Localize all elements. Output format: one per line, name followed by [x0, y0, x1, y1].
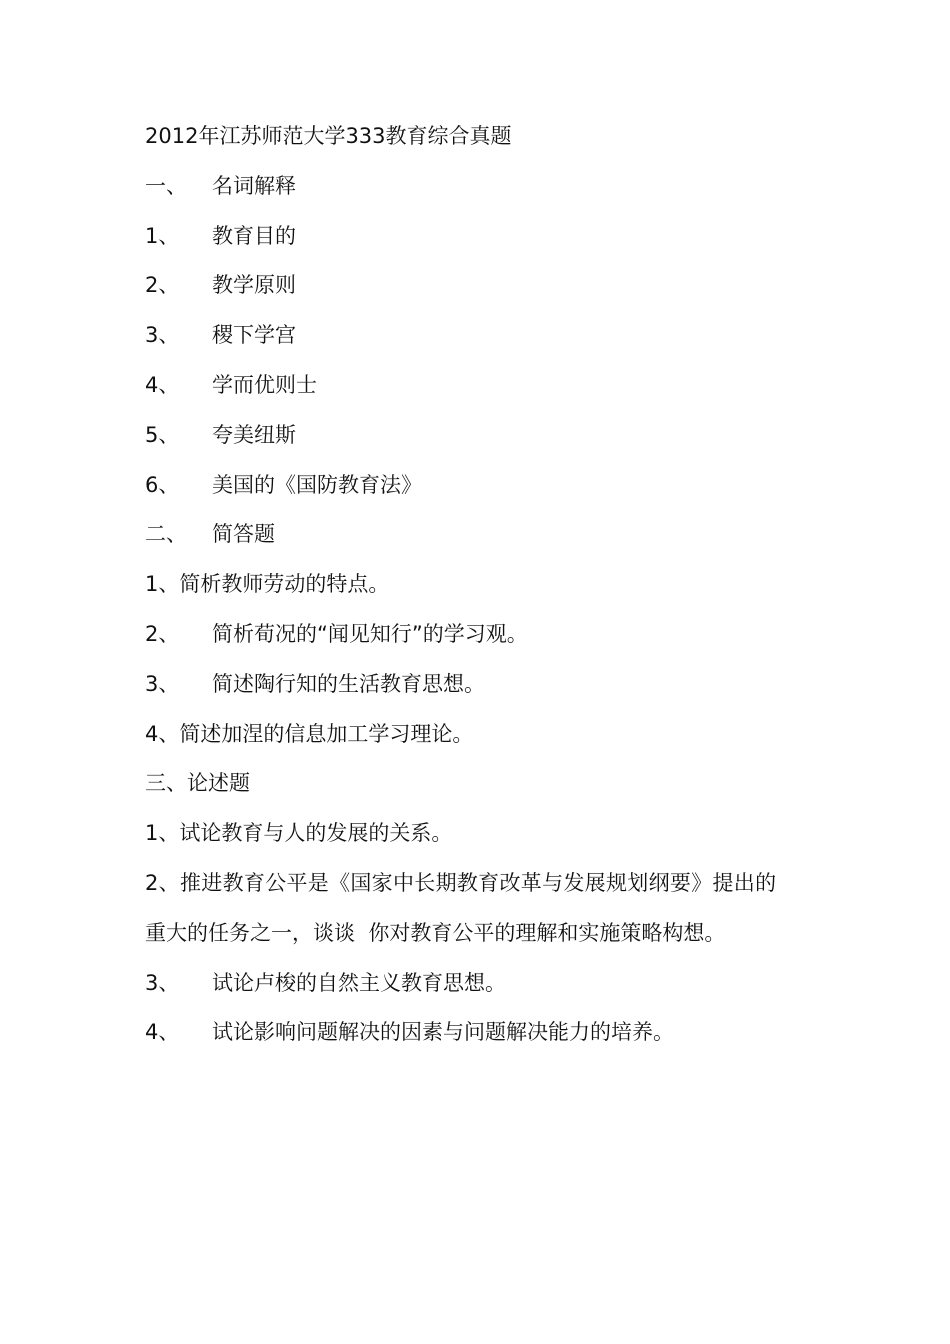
section-title: 名词解释	[212, 173, 296, 198]
item-text: 简析荀况的“闻见知行”的学习观。	[212, 621, 528, 646]
section-title: 论述题	[187, 771, 250, 796]
item-text: 试论影响问题解决的因素与问题解决能力的培养。	[212, 1020, 674, 1045]
item-number: 3、	[145, 671, 180, 696]
item-text: 稷下学宫	[212, 323, 296, 348]
item-number: 4、	[145, 1020, 180, 1045]
list-item	[145, 465, 825, 515]
list-item	[145, 265, 825, 315]
item-text: 学而优则士	[212, 372, 317, 397]
section-heading-3	[145, 763, 825, 813]
list-item-continuation	[145, 913, 825, 963]
list-item	[145, 1012, 825, 1062]
section-number: 二、	[145, 522, 187, 547]
item-text: 美国的《国防教育法》	[212, 472, 422, 497]
list-item	[145, 365, 825, 415]
section-heading-2	[145, 514, 825, 564]
item-text: 教学原则	[212, 273, 296, 298]
item-text: 简析教师劳动的特点。	[179, 572, 390, 597]
item-number: 2、	[145, 870, 180, 895]
section-number: 一、	[145, 173, 187, 198]
list-item	[145, 714, 825, 764]
item-text: 简述加涅的信息加工学习理论。	[179, 721, 474, 746]
item-text: 简述陶行知的生活教育思想。	[212, 671, 485, 696]
list-item	[145, 614, 825, 664]
section-title: 简答题	[212, 522, 275, 547]
list-item	[145, 813, 825, 863]
item-number: 3、	[145, 323, 180, 348]
item-text: 教育目的	[212, 223, 296, 248]
item-number: 5、	[145, 422, 180, 447]
item-number: 2、	[145, 621, 180, 646]
list-item	[145, 664, 825, 714]
section-heading-1	[145, 166, 825, 216]
list-item	[145, 415, 825, 465]
list-item	[145, 963, 825, 1013]
list-item	[145, 216, 825, 266]
list-item	[145, 863, 825, 913]
item-text: 试论卢梭的自然主义教育思想。	[212, 970, 506, 995]
item-number: 4、	[145, 721, 180, 746]
item-number: 2、	[145, 273, 180, 298]
item-number: 1、	[145, 223, 180, 248]
item-text: 夸美纽斯	[212, 422, 296, 447]
item-number: 1、	[145, 572, 180, 597]
list-item	[145, 564, 825, 614]
item-number: 3、	[145, 970, 180, 995]
item-text: 推进教育公平是《国家中长期教育改革与发展规划纲要》提出的	[179, 870, 777, 895]
item-number: 4、	[145, 372, 180, 397]
item-text: 试论教育与人的发展的关系。	[179, 821, 453, 846]
document-title: 2012年江苏师范大学333教育综合真题	[145, 124, 512, 148]
document-body	[145, 116, 825, 1062]
list-item	[145, 315, 825, 365]
item-number: 6、	[145, 472, 180, 497]
item-text: 重大的任务之一，谈谈 你对教育公平的理解和实施策略构想。	[145, 920, 726, 945]
section-number: 三、	[145, 771, 187, 796]
item-number: 1、	[145, 821, 180, 846]
